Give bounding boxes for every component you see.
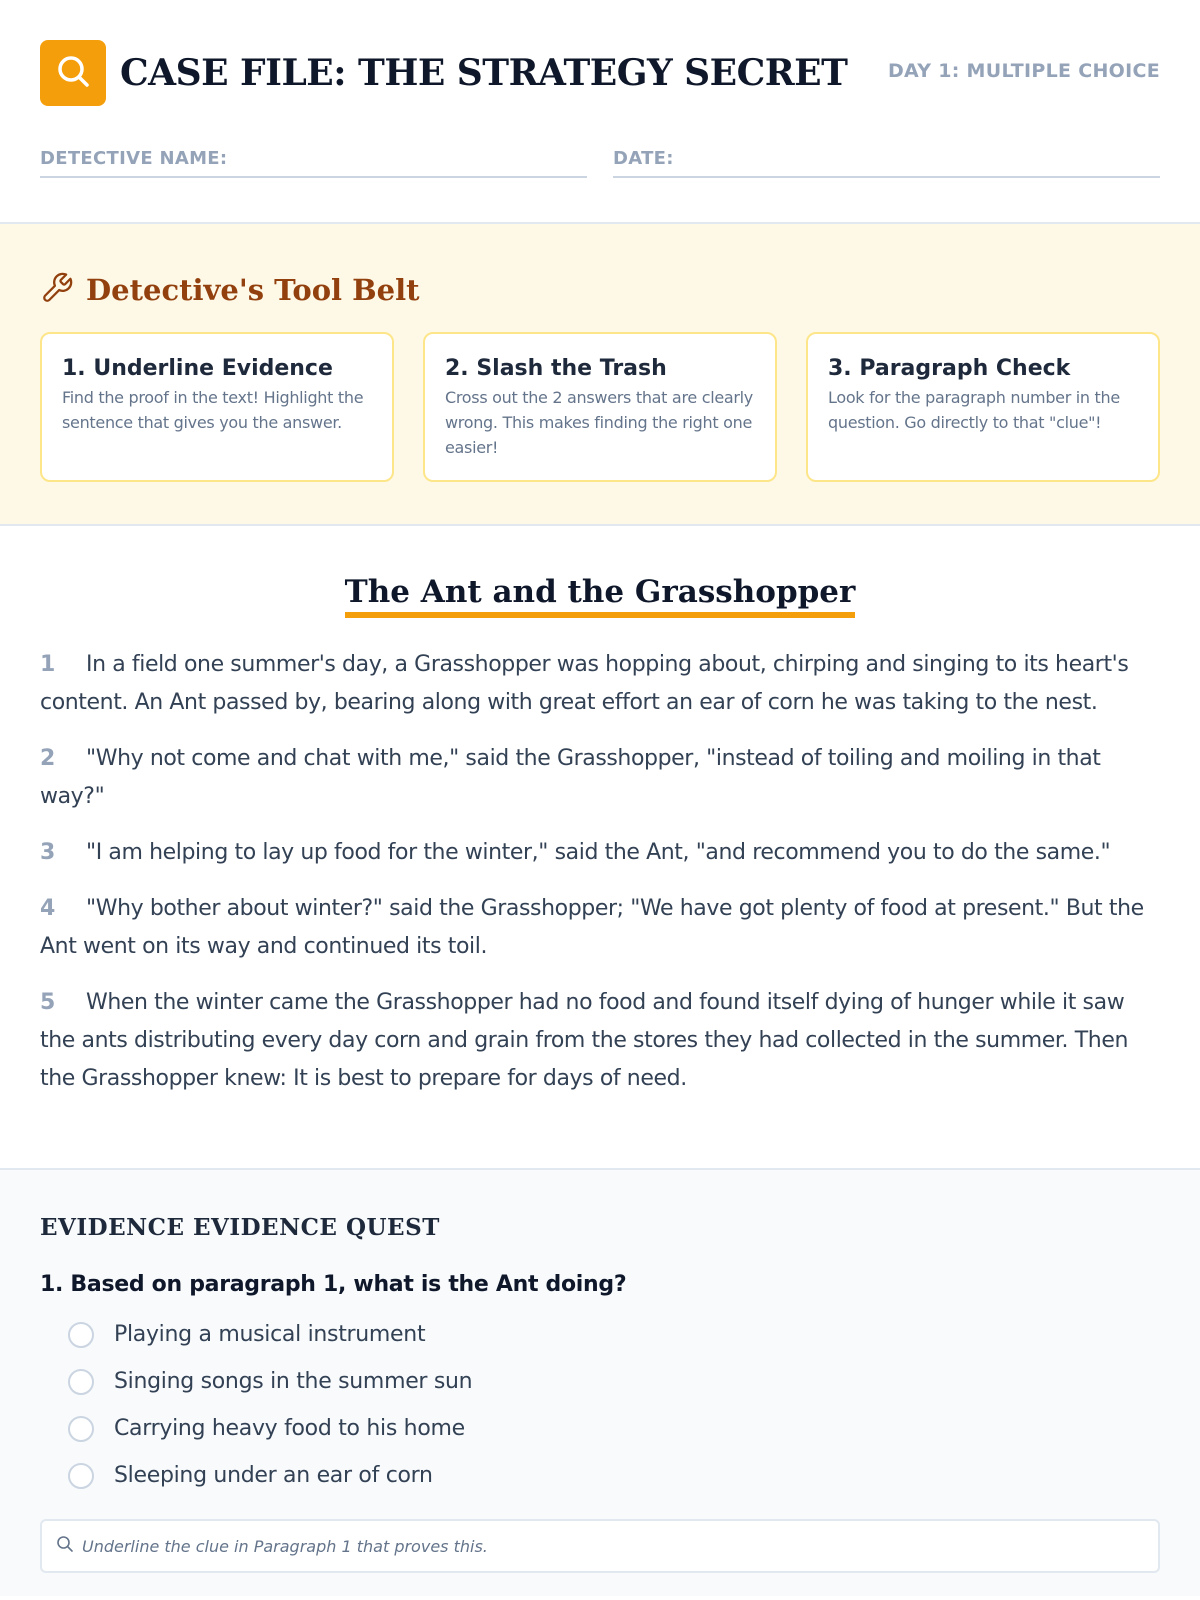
card-title: 2. Slash the Trash — [445, 356, 667, 381]
answer-option-a[interactable] — [68, 1311, 1160, 1358]
student-fields — [40, 136, 1160, 178]
card-text: Look for the paragraph number in the question. Go directly to that "clue"! — [828, 388, 1120, 432]
strategy-cards — [40, 332, 1160, 482]
hint-text: Underline the clue in Paragraph 1 that proves this. — [82, 1536, 488, 1556]
page-title: CASE FILE: THE STRATEGY SECRET — [120, 52, 848, 94]
card-title: 3. Paragraph Check — [828, 356, 1071, 381]
paragraph-text: "Why not come and chat with me," said the Grasshopper, "instead of toiling and moiling in that way?" — [40, 746, 1101, 809]
worksheet-header — [0, 0, 1200, 224]
paragraph-number: 1 — [40, 652, 55, 677]
answer-options — [68, 1311, 1160, 1499]
option-label: Sleeping under an ear of corn — [114, 1463, 433, 1488]
story-paragraph-4 — [40, 890, 1160, 966]
paragraph-text: In a field one summer's day, a Grasshopper was hopping about, chirping and singing to its heart's content. An Ant passed by, bearing along with great effort an ear of corn he was taking to the nest. — [40, 652, 1129, 715]
strategy-card-slash — [423, 332, 777, 482]
wrench-icon — [40, 271, 74, 309]
story-paragraph-1 — [40, 646, 1160, 722]
tool-belt-title: Detective's Tool Belt — [86, 273, 420, 307]
date-field[interactable]: DATE: — [613, 136, 1160, 178]
paragraph-text: "Why bother about winter?" said the Grasshopper; "We have got plenty of food at present." But the Ant went on its way and continued its toil. — [40, 896, 1144, 959]
card-text: Find the proof in the text! Highlight the sentence that gives you the answer. — [62, 388, 364, 432]
hint-box — [40, 1519, 1160, 1573]
evidence-quest-section — [0, 1170, 1200, 1596]
day-label: DAY 1: MULTIPLE CHOICE — [887, 60, 1160, 82]
question-1: 1. Based on paragraph 1, what is the Ant doing? — [40, 1272, 627, 1297]
answer-option-b[interactable] — [68, 1358, 1160, 1405]
paragraph-number: 5 — [40, 990, 55, 1015]
option-label: Playing a musical instrument — [114, 1322, 426, 1347]
answer-option-c[interactable] — [68, 1405, 1160, 1452]
radio-button[interactable] — [68, 1369, 94, 1395]
paragraph-number: 3 — [40, 840, 55, 865]
card-text: Cross out the 2 answers that are clearly wrong. This makes finding the right one easier! — [445, 388, 753, 457]
paragraph-text: When the winter came the Grasshopper had no food and found itself dying of hunger while it saw the ants distributing every day corn and grain from the stores they had collected in the summer. Then the Grasshopper knew: It is best to prepare for days of need. — [40, 990, 1128, 1091]
story-paragraph-3 — [40, 834, 1160, 872]
answer-option-d[interactable] — [68, 1452, 1160, 1499]
card-title: 1. Underline Evidence — [62, 356, 333, 381]
strategy-card-underline — [40, 332, 394, 482]
story-paragraph-5 — [40, 984, 1160, 1098]
option-label: Carrying heavy food to his home — [114, 1416, 465, 1441]
option-label: Singing songs in the summer sun — [114, 1369, 473, 1394]
paragraph-text: "I am helping to lay up food for the winter," said the Ant, "and recommend you to do the same." — [86, 840, 1111, 865]
paragraph-number: 4 — [40, 896, 55, 921]
radio-button[interactable] — [68, 1322, 94, 1348]
logo-badge — [40, 40, 106, 106]
quest-title: EVIDENCE EVIDENCE QUEST — [40, 1214, 440, 1241]
paragraph-number: 2 — [40, 746, 55, 771]
story-title: The Ant and the Grasshopper — [345, 574, 856, 618]
radio-button[interactable] — [68, 1416, 94, 1442]
search-icon — [56, 1535, 74, 1557]
detective-name-field[interactable]: DETECTIVE NAME: — [40, 136, 587, 178]
tool-belt-header — [40, 272, 1160, 308]
radio-button[interactable] — [68, 1463, 94, 1489]
search-icon — [55, 53, 91, 93]
strategy-card-paragraph — [806, 332, 1160, 482]
story-title-wrap — [40, 574, 1160, 628]
story-section — [0, 526, 1200, 1170]
tool-belt-section — [0, 224, 1200, 526]
story-paragraph-2 — [40, 740, 1160, 816]
